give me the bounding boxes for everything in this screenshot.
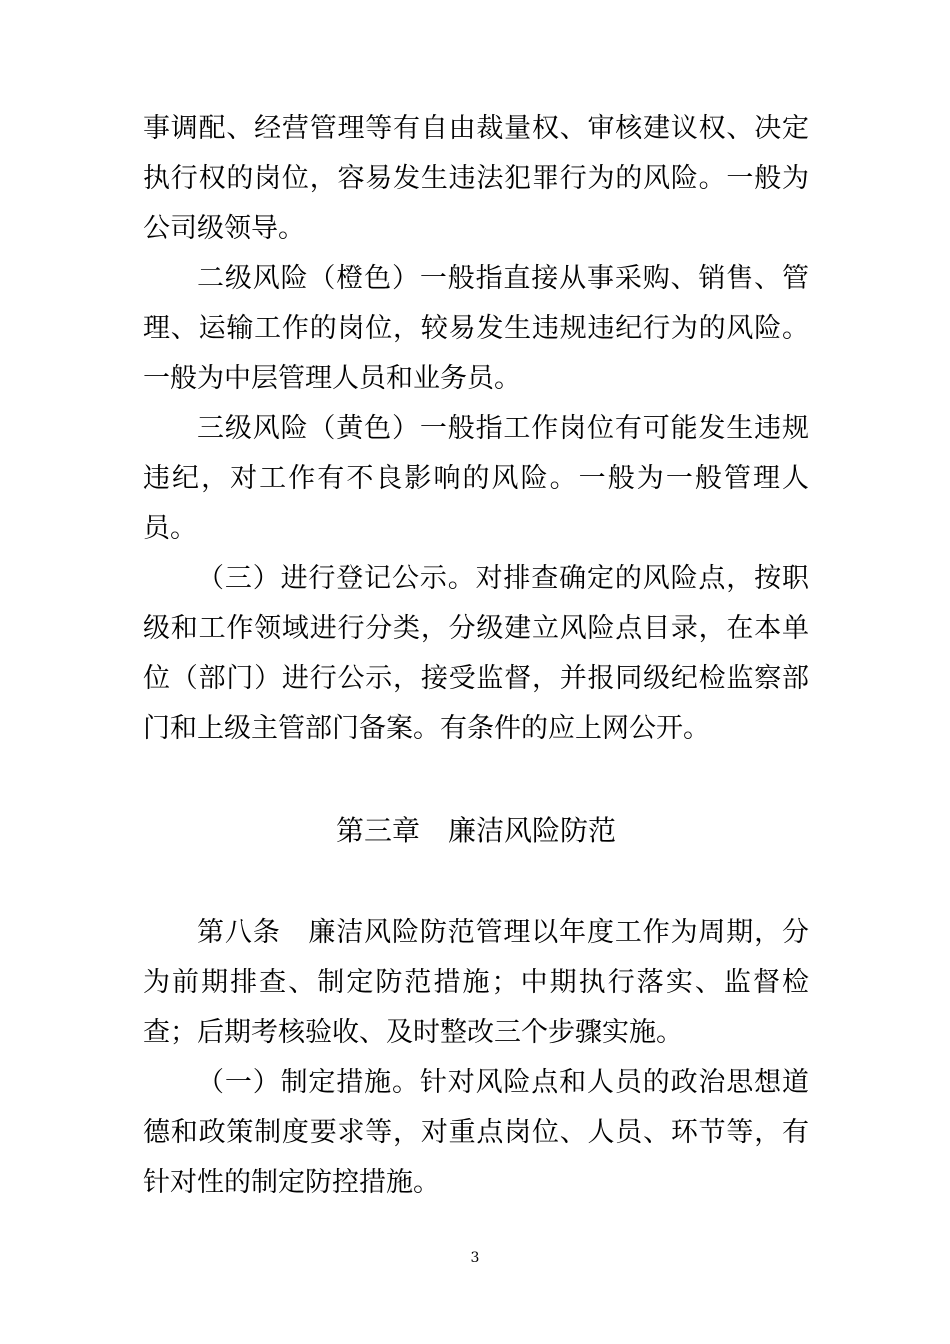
chapter-title: 第三章 廉洁风险防范 [335,814,616,847]
paragraph-registration-publicity: （三）进行登记公示。对排查确定的风险点，按职级和工作领域进行分类，分级建立风险点目录，在本单位（部门）进行公示，接受监督，并报同级纪检监察部门和上级主管部门备案。有条件的应上网公开。 [143,563,809,744]
paragraph-continuation: 事调配、经营管理等有自由裁量权、审核建议权、决定执行权的岗位，容易发生违法犯罪行为的风险。一般为公司级领导。 [143,113,809,244]
paragraph-measures: （一）制定措施。针对风险点和人员的政治思想道德和政策制度要求等，对重点岗位、人员、环节等，有针对性的制定防控措施。 [143,1067,809,1198]
page-number: 3 [470,1250,480,1266]
document-page [143,104,809,1208]
paragraph-level-three-risk: 三级风险（黄色）一般指工作岗位有可能发生违规违纪，对工作有不良影响的风险。一般为一般管理人员。 [143,413,809,544]
paragraph-article-eight: 第八条 廉洁风险防范管理以年度工作为周期，分为前期排查、制定防范措施；中期执行落实、监督检查；后期考核验收、及时整改三个步骤实施。 [143,917,809,1048]
paragraph-level-two-risk: 二级风险（橙色）一般指直接从事采购、销售、管理、运输工作的岗位，较易发生违规违纪行为的风险。一般为中层管理人员和业务员。 [143,263,809,394]
